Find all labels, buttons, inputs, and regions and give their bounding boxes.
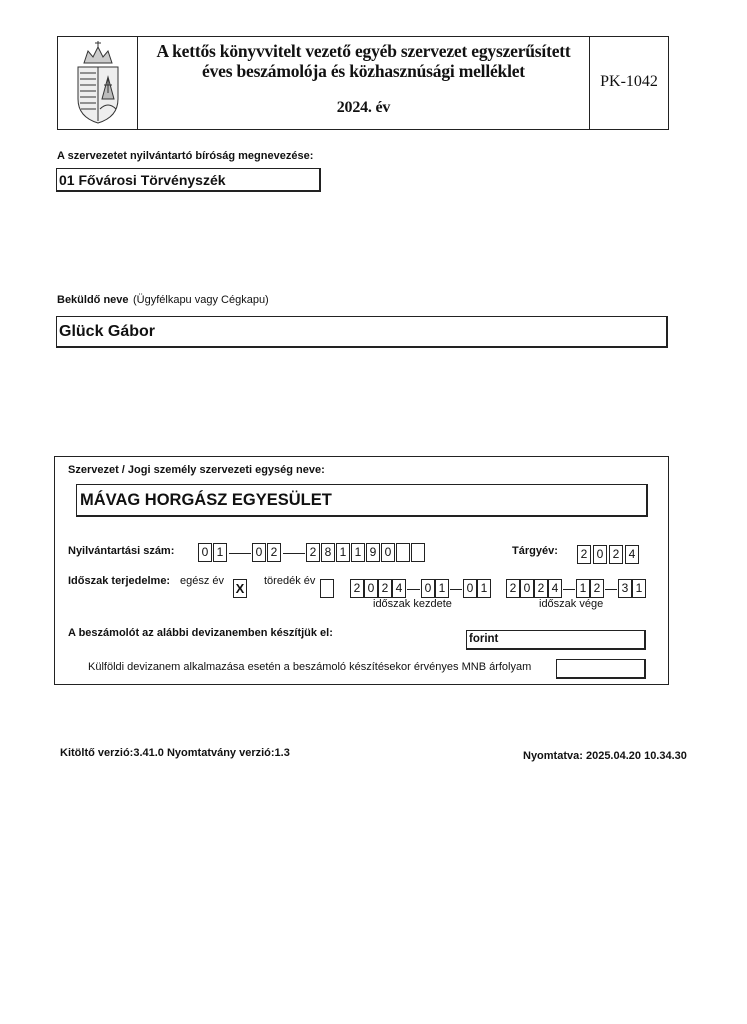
sender-label-bold: Beküldő neve: [57, 294, 129, 306]
org-name-value: MÁVAG HORGÁSZ EGYESÜLET: [80, 491, 332, 509]
registry-dash: [229, 553, 251, 554]
court-field[interactable]: [56, 168, 321, 192]
start-date-caption: időszak kezdete: [373, 598, 452, 610]
org-name-label: Szervezet / Jogi személy szervezeti egység neve:: [68, 464, 325, 476]
currency-label: A beszámolót az alábbi devizanemben készítjük el:: [68, 627, 333, 639]
date-dash: [450, 589, 462, 590]
version-info: Kitöltő verzió:3.41.0 Nyomtatvány verzió:1.3: [60, 747, 290, 759]
code-cell: [590, 37, 668, 129]
date-dash: [563, 589, 575, 590]
printed-timestamp: Nyomtatva: 2025.04.20 10.34.30: [523, 750, 687, 762]
hungarian-coat-of-arms-icon: [58, 37, 138, 129]
end-date-digit[interactable]: 2: [590, 579, 604, 598]
date-dash: [407, 589, 420, 590]
full-year-label: egész év: [180, 575, 225, 587]
date-dash: [605, 589, 617, 590]
start-date-digit[interactable]: 2: [378, 579, 392, 598]
form-title-line-2: éves beszámolója és közhasznúsági melléklet: [202, 61, 525, 81]
title-cell: [138, 37, 590, 129]
start-date-digit[interactable]: 4: [392, 579, 406, 598]
form-header: [57, 36, 669, 130]
start-date-digit[interactable]: 1: [477, 579, 491, 598]
target-year-label: Tárgyév:: [512, 545, 558, 557]
court-value: 01 Fővárosi Törvényszék: [59, 172, 226, 188]
target-year-digit[interactable]: 4: [625, 545, 639, 564]
end-date-caption: időszak vége: [539, 598, 604, 610]
target-year-digit[interactable]: 2: [577, 545, 591, 564]
registry-dash: [283, 553, 305, 554]
registry-digit[interactable]: 9: [366, 543, 380, 562]
end-date-digit[interactable]: 3: [618, 579, 632, 598]
end-date-digit[interactable]: 2: [506, 579, 520, 598]
registry-digit[interactable]: 2: [267, 543, 281, 562]
partial-year-label: töredék év: [264, 575, 316, 587]
target-year-digit[interactable]: 2: [609, 545, 623, 564]
sender-value: Glück Gábor: [59, 323, 156, 340]
end-date-digit[interactable]: 1: [576, 579, 590, 598]
org-name-field[interactable]: [76, 484, 648, 517]
registry-label: Nyilvántartási szám:: [68, 545, 175, 557]
registry-digit[interactable]: 2: [306, 543, 320, 562]
form-title-line-1: A kettős könyvvitelt vezető egyéb szervezet egyszerűsített: [156, 41, 571, 61]
end-date-digit[interactable]: 2: [534, 579, 548, 598]
registry-digit[interactable]: 1: [336, 543, 350, 562]
start-date-digit[interactable]: 2: [350, 579, 364, 598]
court-label: A szervezetet nyilvántartó bíróság megnevezése:: [57, 150, 314, 162]
registry-digit[interactable]: 1: [351, 543, 365, 562]
end-date-digit[interactable]: 0: [520, 579, 534, 598]
form-code: PK-1042: [600, 73, 658, 90]
currency-field[interactable]: [466, 630, 646, 650]
sender-label: [57, 290, 269, 308]
currency-value: forint: [469, 633, 499, 645]
start-date-digit[interactable]: 0: [421, 579, 435, 598]
partial-year-checkbox[interactable]: [320, 579, 334, 598]
end-date-digit[interactable]: 1: [632, 579, 646, 598]
registry-digit[interactable]: 0: [381, 543, 395, 562]
sender-label-note: (Ügyfélkapu vagy Cégkapu): [132, 294, 269, 306]
registry-digit[interactable]: [396, 543, 410, 562]
period-label: Időszak terjedelme:: [68, 575, 171, 587]
fx-rate-field[interactable]: [556, 659, 646, 679]
target-year-digit[interactable]: 0: [593, 545, 607, 564]
logo-cell: [58, 37, 138, 129]
start-date-digit[interactable]: 1: [435, 579, 449, 598]
full-year-checkbox[interactable]: X: [233, 579, 247, 598]
registry-digit[interactable]: 1: [213, 543, 227, 562]
sender-field[interactable]: [56, 316, 668, 348]
start-date-digit[interactable]: 0: [463, 579, 477, 598]
registry-digit[interactable]: 0: [252, 543, 266, 562]
registry-digit[interactable]: 0: [198, 543, 212, 562]
start-date-digit[interactable]: 0: [364, 579, 378, 598]
registry-digit[interactable]: 8: [321, 543, 335, 562]
end-date-digit[interactable]: 4: [548, 579, 562, 598]
registry-digit[interactable]: [411, 543, 425, 562]
form-year: 2024. év: [336, 99, 391, 116]
fx-rate-label: Külföldi devizanem alkalmazása esetén a beszámoló készítésekor érvényes MNB árfolyam: [88, 661, 532, 673]
